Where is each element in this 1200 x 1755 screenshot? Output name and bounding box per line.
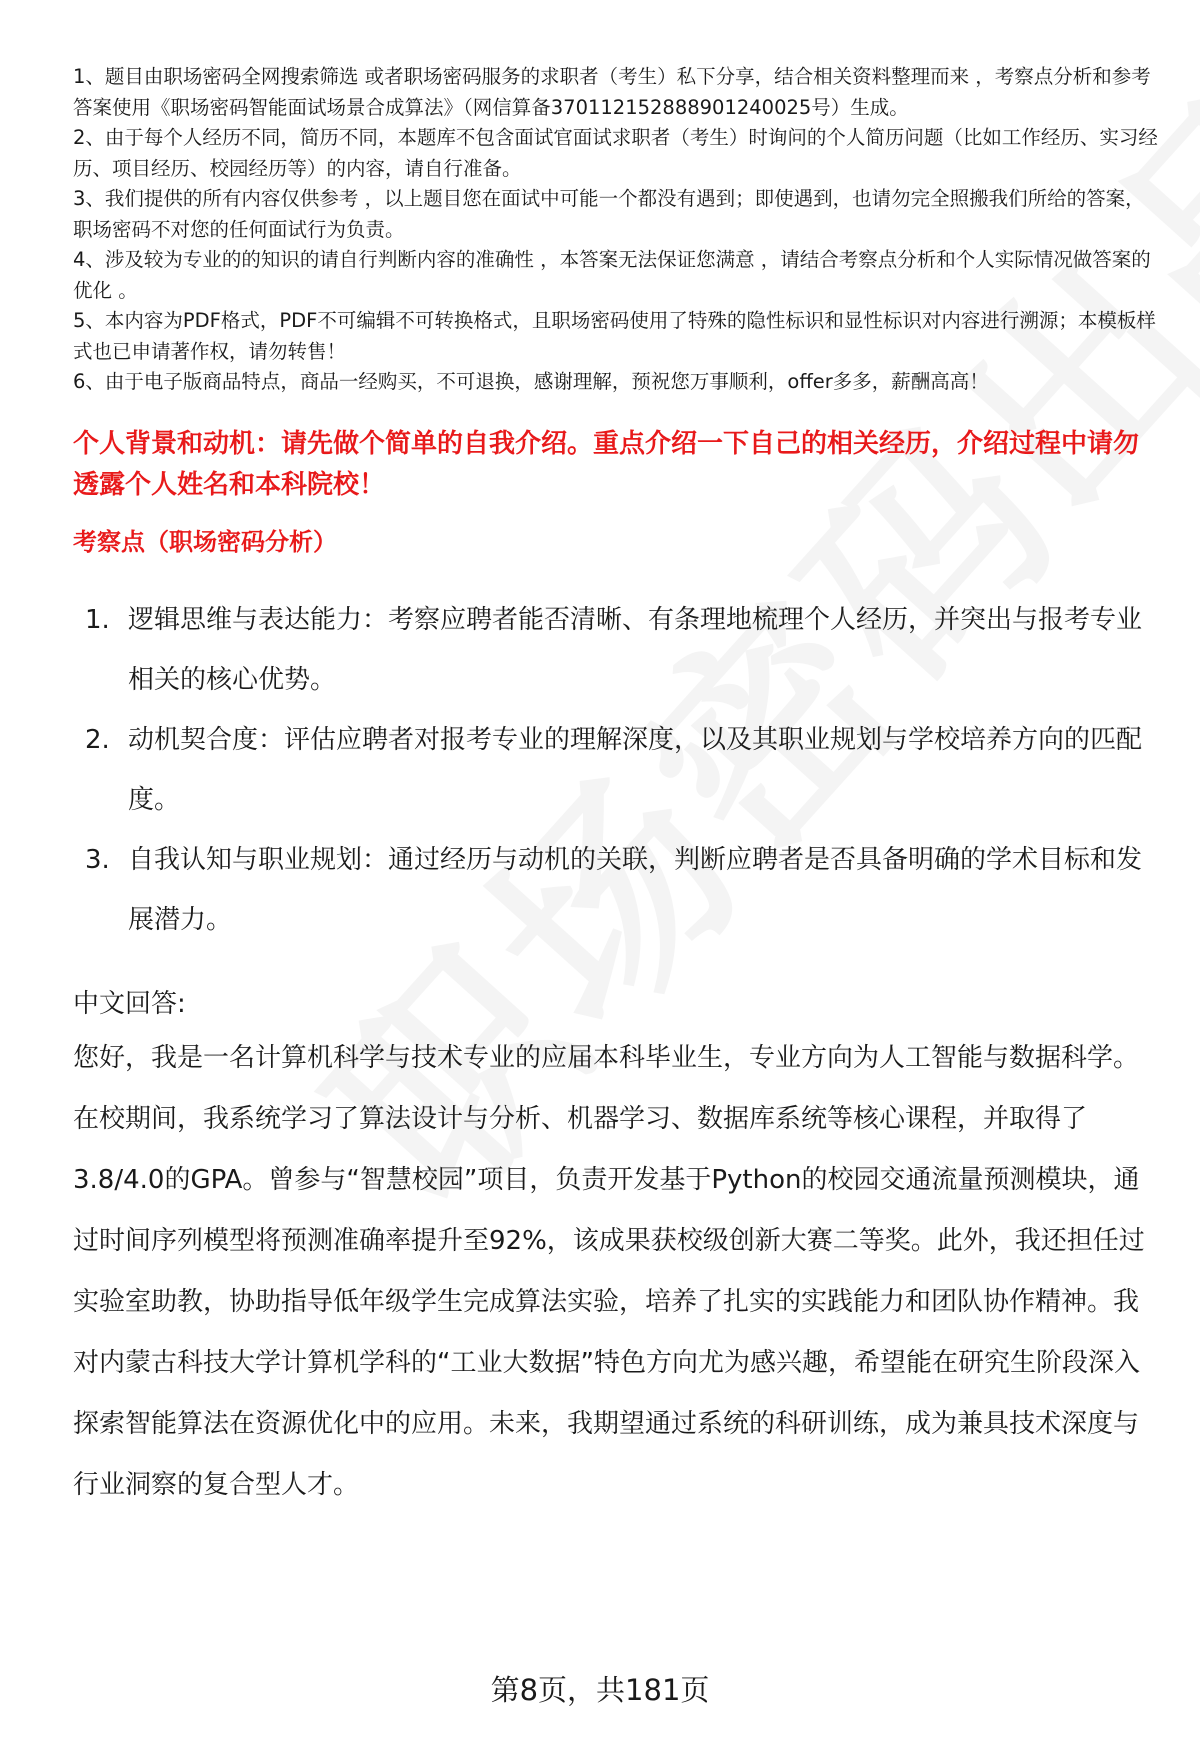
point-text: 动机契合度：评估应聘者对报考专业的理解深度，以及其职业规划与学校培养方向的匹配度。	[128, 724, 1143, 815]
answer-label: 中文回答:	[73, 988, 186, 1019]
analysis-point	[73, 590, 1161, 710]
interview-question: 个人背景和动机：请先做个简单的自我介绍。重点介绍一下自己的相关经历，介绍过程中请勿透露个人姓名和本科院校！	[73, 428, 1140, 500]
notice-item: 5、本内容为PDF格式，PDF不可编辑不可转换格式，且职场密码使用了特殊的隐性标识和显性标识对内容进行溯源；本模板样式也已申请著作权，请勿转售！	[73, 309, 1156, 363]
point-number: 2.	[85, 724, 110, 755]
point-number: 1.	[85, 604, 110, 635]
analysis-points	[73, 590, 1161, 950]
analysis-point	[73, 710, 1161, 830]
notice-item: 1、题目由职场密码全网搜索筛选 或者职场密码服务的求职者（考生）私下分享，结合相关资料整理而来 ，考察点分析和参考答案使用《职场密码智能面试场景合成算法》（网信算备370112152888901240025号）生成。	[73, 65, 1151, 119]
notice-item: 3、我们提供的所有内容仅供参考 ，以上题目您在面试中可能一个都没有遇到；即使遇到，也请勿完全照搬我们所给的答案，职场密码不对您的任何面试行为负责。	[73, 187, 1145, 241]
analysis-point	[73, 830, 1161, 950]
notice-item: 6、由于电子版商品特点，商品一经购买，不可退换，感谢理解，预祝您万事顺利，offer多多，薪酬高高！	[73, 370, 989, 393]
point-text: 逻辑思维与表达能力：考察应聘者能否清晰、有条理地梳理个人经历，并突出与报考专业相关的核心优势。	[128, 604, 1143, 695]
notice-list	[73, 62, 1161, 398]
page-content	[73, 62, 1161, 1516]
analysis-title: 考察点（职场密码分析）	[73, 527, 337, 556]
notice-item: 2、由于每个人经历不同，简历不同，本题库不包含面试官面试求职者（考生）时询问的个人简历问题（比如工作经历、实习经历、项目经历、校园经历等）的内容，请自行准备。	[73, 126, 1158, 180]
point-text: 自我认知与职业规划：通过经历与动机的关联，判断应聘者是否具备明确的学术目标和发展潜力。	[128, 844, 1143, 935]
page-number: 第8页，共181页	[490, 1673, 710, 1707]
answer-text: 您好，我是一名计算机科学与技术专业的应届本科毕业生，专业方向为人工智能与数据科学。在校期间，我系统学习了算法设计与分析、机器学习、数据库系统等核心课程，并取得了3.8/4.0的GPA。曾参与“智慧校园”项目，负责开发基于Python的校园交通流量预测模块，通过时间序列模型将预测准确率提升至92%，该成果获校级创新大赛二等奖。此外，我还担任过实验室助教，协助指导低年级学生完成算法实验，培养了扎实的实践能力和团队协作精神。我对内蒙古科技大学计算机学科的“工业大数据”特色方向尤为感兴趣，希望能在研究生阶段深入探索智能算法在资源优化中的应用。未来，我期望通过系统的科研训练，成为兼具技术深度与行业洞察的复合型人才。	[73, 1042, 1145, 1500]
point-number: 3.	[85, 844, 110, 875]
notice-item: 4、涉及较为专业的的知识的请自行判断内容的准确性 ，本答案无法保证您满意 ，请结合考察点分析和个人实际情况做答案的优化 。	[73, 248, 1151, 302]
